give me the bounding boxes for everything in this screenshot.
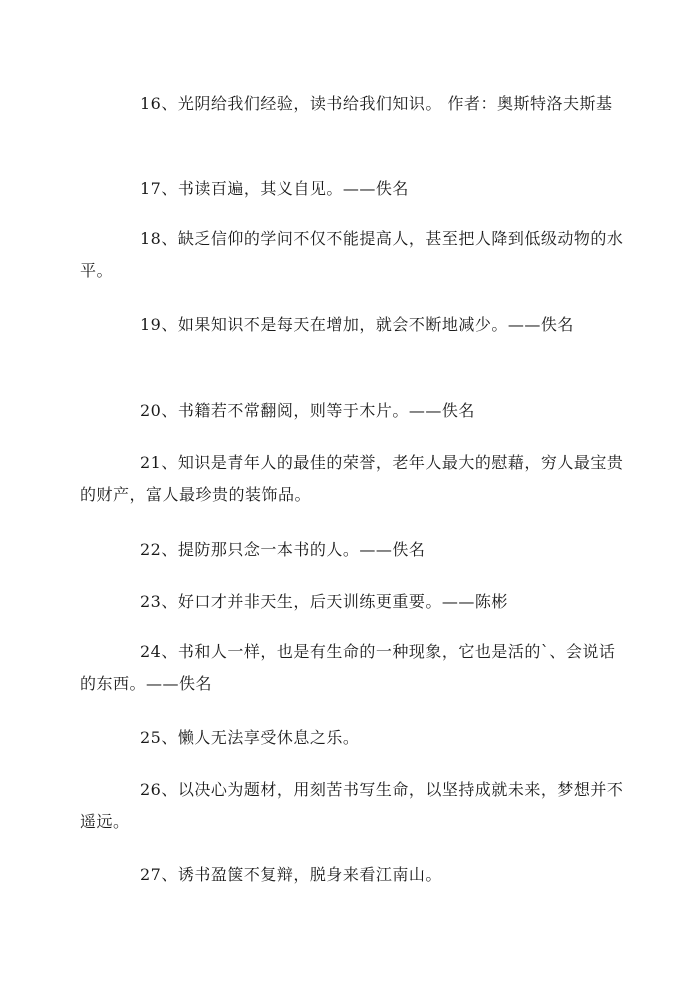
quote-item-16: [80, 88, 625, 120]
quote-number: 23、: [140, 592, 178, 611]
quote-text: 以决心为题材，用刻苦书写生命，以坚持成就未来，梦想并不遥远。: [80, 780, 624, 831]
quote-text: 缺乏信仰的学问不仅不能提高人，甚至把人降到低级动物的水平。: [80, 229, 624, 280]
quote-number: 21、: [140, 453, 178, 472]
quote-item-18: [80, 223, 625, 287]
quote-item-24: [80, 636, 625, 700]
quote-number: 19、: [140, 315, 178, 334]
quote-item-22: [80, 534, 625, 566]
quote-item-23: [80, 586, 625, 618]
quote-item-17: [80, 173, 625, 205]
quote-number: 20、: [140, 401, 178, 420]
quote-text: 书籍若不常翻阅，则等于木片。——佚名: [177, 401, 475, 420]
quote-text: 书和人一样，也是有生命的一种现象，它也是活的`、会说话的东西。——佚名: [80, 642, 616, 693]
quote-number: 24、: [140, 642, 178, 661]
quote-item-27: [80, 859, 625, 891]
quote-item-26: [80, 774, 625, 838]
quote-item-19: [80, 309, 625, 341]
quote-text: 诱书盈箧不复辩，脱身来看江南山。: [177, 865, 442, 884]
quote-text: 如果知识不是每天在增加，就会不断地减少。——佚名: [177, 315, 574, 334]
quote-text: 知识是青年人的最佳的荣誉，老年人最大的慰藉，穷人最宝贵的财产，富人最珍贵的装饰品。: [80, 453, 624, 504]
quote-number: 27、: [140, 865, 178, 884]
quote-number: 22、: [140, 540, 178, 559]
quote-item-20: [80, 395, 625, 427]
quote-text: 书读百遍，其义自见。——佚名: [177, 179, 409, 198]
quote-number: 16、: [140, 94, 178, 113]
quote-text: 光阴给我们经验，读书给我们知识。 作者：奥斯特洛夫斯基: [177, 94, 613, 113]
quote-number: 25、: [140, 728, 178, 747]
quote-text: 好口才并非天生，后天训练更重要。——陈彬: [177, 592, 508, 611]
quote-item-21: [80, 447, 625, 511]
quote-item-25: [80, 722, 625, 754]
quote-number: 26、: [140, 780, 178, 799]
quote-text: 懒人无法享受休息之乐。: [177, 728, 360, 747]
quote-number: 17、: [140, 179, 178, 198]
quote-number: 18、: [140, 229, 178, 248]
quote-text: 提防那只念一本书的人。——佚名: [177, 540, 426, 559]
